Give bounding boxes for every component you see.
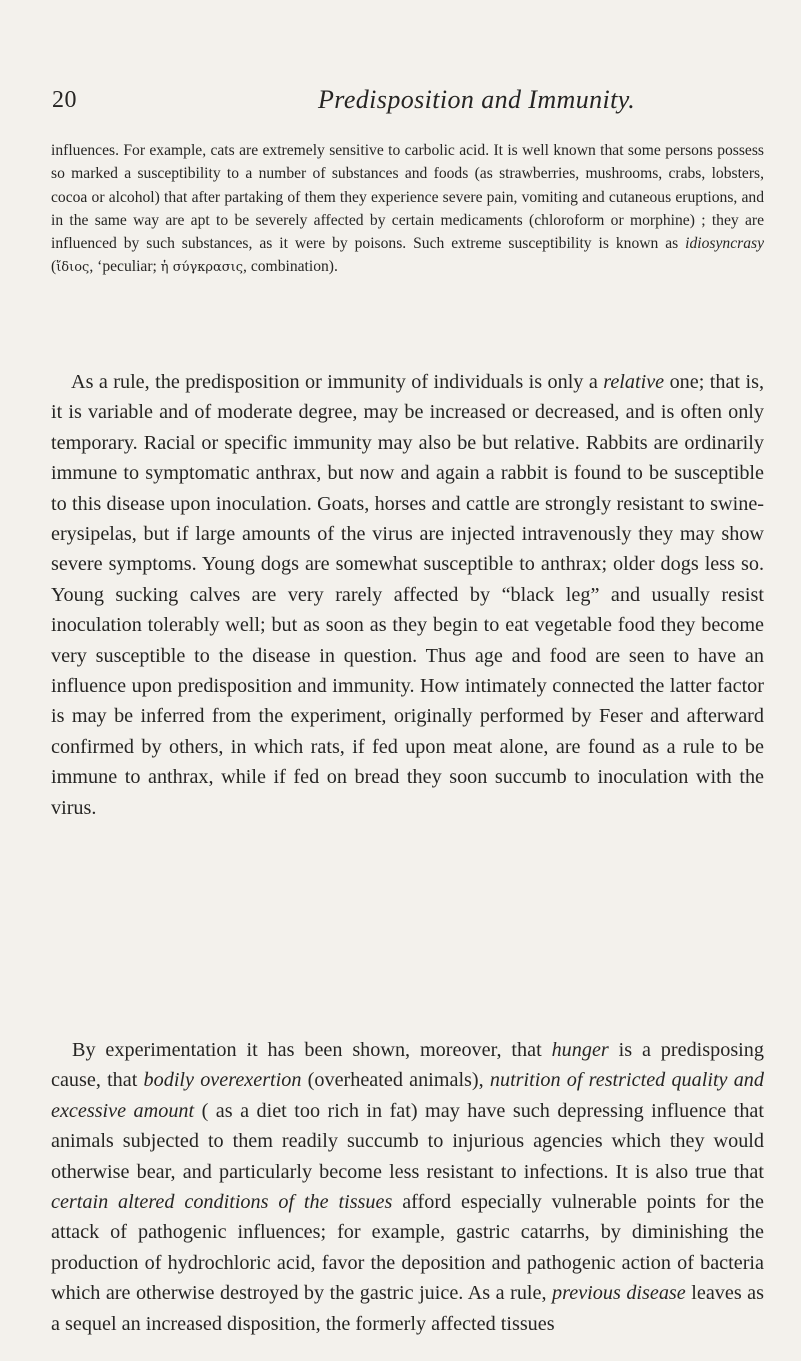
text-run: afford especially vulnerable points for the attack of pathogenic influences; for example, gastric catarrhs, by diminishing the production of hydrochloric acid, favor the deposition and pathogenic action of bacteria which are otherwise destroyed by the gastric juice. As a rule, [51,1191,764,1305]
running-head: Predisposition and Immunity. [318,85,636,114]
text-run: , ‘peculiar; [89,258,161,276]
relative-immunity-paragraph [51,367,764,823]
text-run: By experimentation it has been shown, moreover, that [72,1039,552,1061]
text-run: (overheated animals), [301,1069,490,1092]
greek-word: ἴδιος [56,260,90,276]
page-header [0,84,801,124]
emphasis-overexertion: bodily overexertion [143,1069,302,1092]
idiosyncrasy-paragraph [51,139,764,280]
small-print-paragraph [51,139,764,280]
emphasis-nutrition: nutrition of restricted quality and excessive amount [51,1069,764,1122]
greek-word: ἡ σύγκρασις [160,260,244,276]
page-number: 20 [52,87,77,113]
text-run: influences. For example, cats are extremely sensitive to carbolic acid. It is well known that some persons possess so marked a susceptibility to a number of substances and foods (as strawberries, mushrooms, crabs, lobsters, cocoa or alcohol) that after partaking of them they experience severe pain, vomiting and cutaneous eruptions, and in the same way are apt to be severely affected by certain medicaments (chloroform or morphine) ; they are influenced by such substances, as it were by poisons. Such extreme susceptibility is known as [51,142,764,253]
emphasis-relative: relative [603,371,665,393]
text-run: ( [51,258,57,276]
predisposing-causes-paragraph [51,1035,764,1339]
emphasis-altered-conditions: certain altered conditions of the tissues [51,1191,393,1214]
text-run: is a predisposing cause, that [51,1039,764,1092]
emphasis-hunger: hunger [551,1039,609,1061]
idiosyncrasy-term: idiosyncrasy [685,235,764,253]
text-run: As a rule, the predisposition or immunity of individuals is only a [71,371,604,393]
text-run: one; that is, it is variable and of moderate degree, may be increased or decreased, and is often only temporary. Racial or specific immunity may also be but relative. Rabbits are ordinarily immune to symptomatic anthrax, but now and again a rabbit is found to be susceptible to this disease upon inoculation. Goats, horses and cattle are strongly resistant to swine-erysipelas, but if large amounts of the virus are injected intravenously they may show severe symptoms. Young dogs are somewhat susceptible to anthrax; older dogs less so. Young sucking calves are very rarely affected by “black leg” and usually resist inoculation tolerably well; but as soon as they begin to eat vegetable food they become very susceptible to the disease in question. Thus age and food are seen to have an influence upon predisposition and immunity. How intimately connected the latter factor is may be inferred from the experiment, originally performed by Feser and afterward confirmed by others, in which rats, if fed upon meat alone, are found as a rule to be immune to anthrax, while if fed on bread they soon succumb to inoculation with the virus. [51,371,764,819]
emphasis-previous-disease: previous disease [552,1282,686,1305]
text-run: ( as a diet too rich in fat) may have such depressing influence that animals subjected to them readily succumb to injurious agencies which they would otherwise bear, and particularly become less resistant to infections. It is also true that [51,1099,764,1183]
text-run: leaves as a sequel an increased disposition, the formerly affected tissues [51,1282,764,1335]
text-run: , combination). [243,258,338,276]
